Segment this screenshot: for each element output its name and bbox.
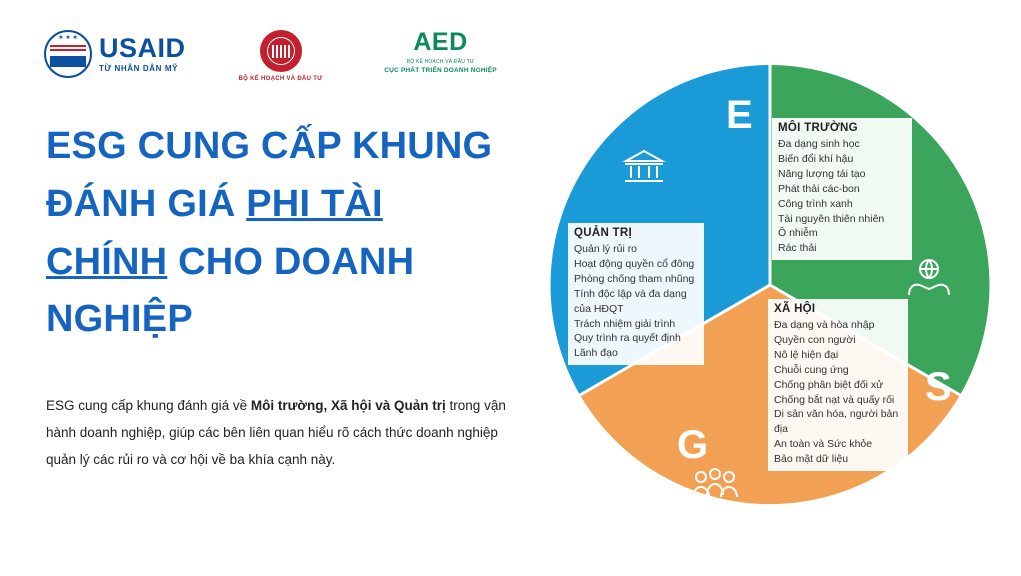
mpi-emblem-icon <box>260 30 302 72</box>
headline-line-3-plain: CHO DOANH <box>167 240 415 283</box>
social-card <box>768 299 908 471</box>
list-item: Tính độc lập và đa dạng của HĐQT <box>574 287 687 315</box>
usaid-tagline: TỪ NHÂN DÂN MỸ <box>99 64 179 73</box>
intro-bold: Môi trường, Xã hội và Quản trị <box>250 397 446 413</box>
intro-paragraph <box>46 392 516 473</box>
list-item: Biến đổi khí hậu <box>778 152 854 165</box>
headline-line-3 <box>46 234 566 292</box>
list-item: Trách nhiệm giải trình <box>574 317 676 330</box>
list-item: Đa dạng sinh học <box>778 138 860 150</box>
hands-holding-earth-icon <box>905 255 953 299</box>
institution-bank-icon <box>622 147 666 187</box>
list-item: Bảo mật dữ liệu <box>774 453 849 466</box>
governance-item-list <box>574 242 698 361</box>
usaid-logo <box>44 30 186 78</box>
headline-line-2-underline: PHI TÀI <box>246 182 383 225</box>
headline-line-2 <box>46 176 566 234</box>
governance-card-title: QUẢN TRỊ <box>574 227 632 239</box>
list-item: Chuỗi cung ứng <box>774 363 849 376</box>
governance-letter: G <box>677 423 709 467</box>
mpi-logo <box>226 30 336 82</box>
list-item: Công trình xanh <box>778 197 853 210</box>
intro-part-1: ESG cung cấp khung đánh giá về <box>46 397 251 413</box>
list-item: Phòng chống tham nhũng <box>574 272 695 285</box>
list-item: Đa dạng và hòa nhập <box>774 319 875 331</box>
list-item: Năng lượng tái tạo <box>778 167 866 180</box>
list-item: Tài nguyên thiên nhiên <box>778 212 885 225</box>
list-item: Di sản văn hóa, người bản địa <box>774 408 899 436</box>
esg-wheel-diagram <box>540 55 1000 515</box>
environment-item-list <box>778 137 906 256</box>
headline-line-3-underline: CHÍNH <box>46 240 168 283</box>
list-item: Chống bắt nạt và quấy rối <box>774 393 895 406</box>
headline-line-1: ESG CUNG CẤP KHUNG <box>46 125 493 167</box>
list-item: Nô lệ hiện đại <box>774 348 839 361</box>
intro-part-2: trong vận hành doanh nghiệp, giúp các bên liên quan hiểu rõ cách thức doanh nghiệp quản lý các rủi ro và cơ hội về ba khía cạnh này. <box>46 397 506 467</box>
list-item: Chống phân biệt đối xử <box>774 378 884 391</box>
list-item: Quản lý rủi ro <box>574 243 638 255</box>
list-item: Quyền con người <box>774 333 856 346</box>
list-item: Hoạt động quyền cổ đông <box>574 257 695 270</box>
page-title <box>46 118 566 349</box>
aed-caption-line2: CỤC PHÁT TRIỂN DOANH NGHIỆP <box>384 67 497 74</box>
social-card-title: XÃ HỘI <box>774 303 816 315</box>
list-item: Ô nhiễm <box>778 227 818 240</box>
headline-line-2-plain: ĐÁNH GIÁ <box>46 182 247 225</box>
aed-logo <box>376 30 506 74</box>
list-item: Lãnh đạo <box>574 347 618 360</box>
aed-caption-line1: BỘ KẾ HOẠCH VÀ ĐẦU TƯ <box>406 59 475 65</box>
usaid-seal-icon <box>44 30 92 78</box>
environment-card-title: MÔI TRƯỜNG <box>778 122 858 134</box>
usaid-wordmark: USAID <box>99 33 186 63</box>
list-item: An toàn và Sức khỏe <box>774 438 873 451</box>
environment-letter: E <box>726 93 753 137</box>
environment-card <box>772 118 912 260</box>
logo-bar <box>44 30 506 82</box>
list-item: Phát thải các-bon <box>778 182 860 195</box>
governance-card <box>568 223 704 365</box>
list-item: Quy trình ra quyết định <box>574 332 681 345</box>
social-letter: S <box>925 365 952 409</box>
mpi-caption: BỘ KẾ HOẠCH VÀ ĐẦU TƯ <box>238 76 323 82</box>
social-item-list <box>774 318 902 467</box>
list-item: Rác thải <box>778 242 817 255</box>
usaid-stars: ★ ★ ★ <box>58 35 78 41</box>
headline-line-4: NGHIỆP <box>46 298 193 341</box>
aed-wordmark: AED <box>413 28 468 56</box>
people-group-icon <box>690 467 740 507</box>
